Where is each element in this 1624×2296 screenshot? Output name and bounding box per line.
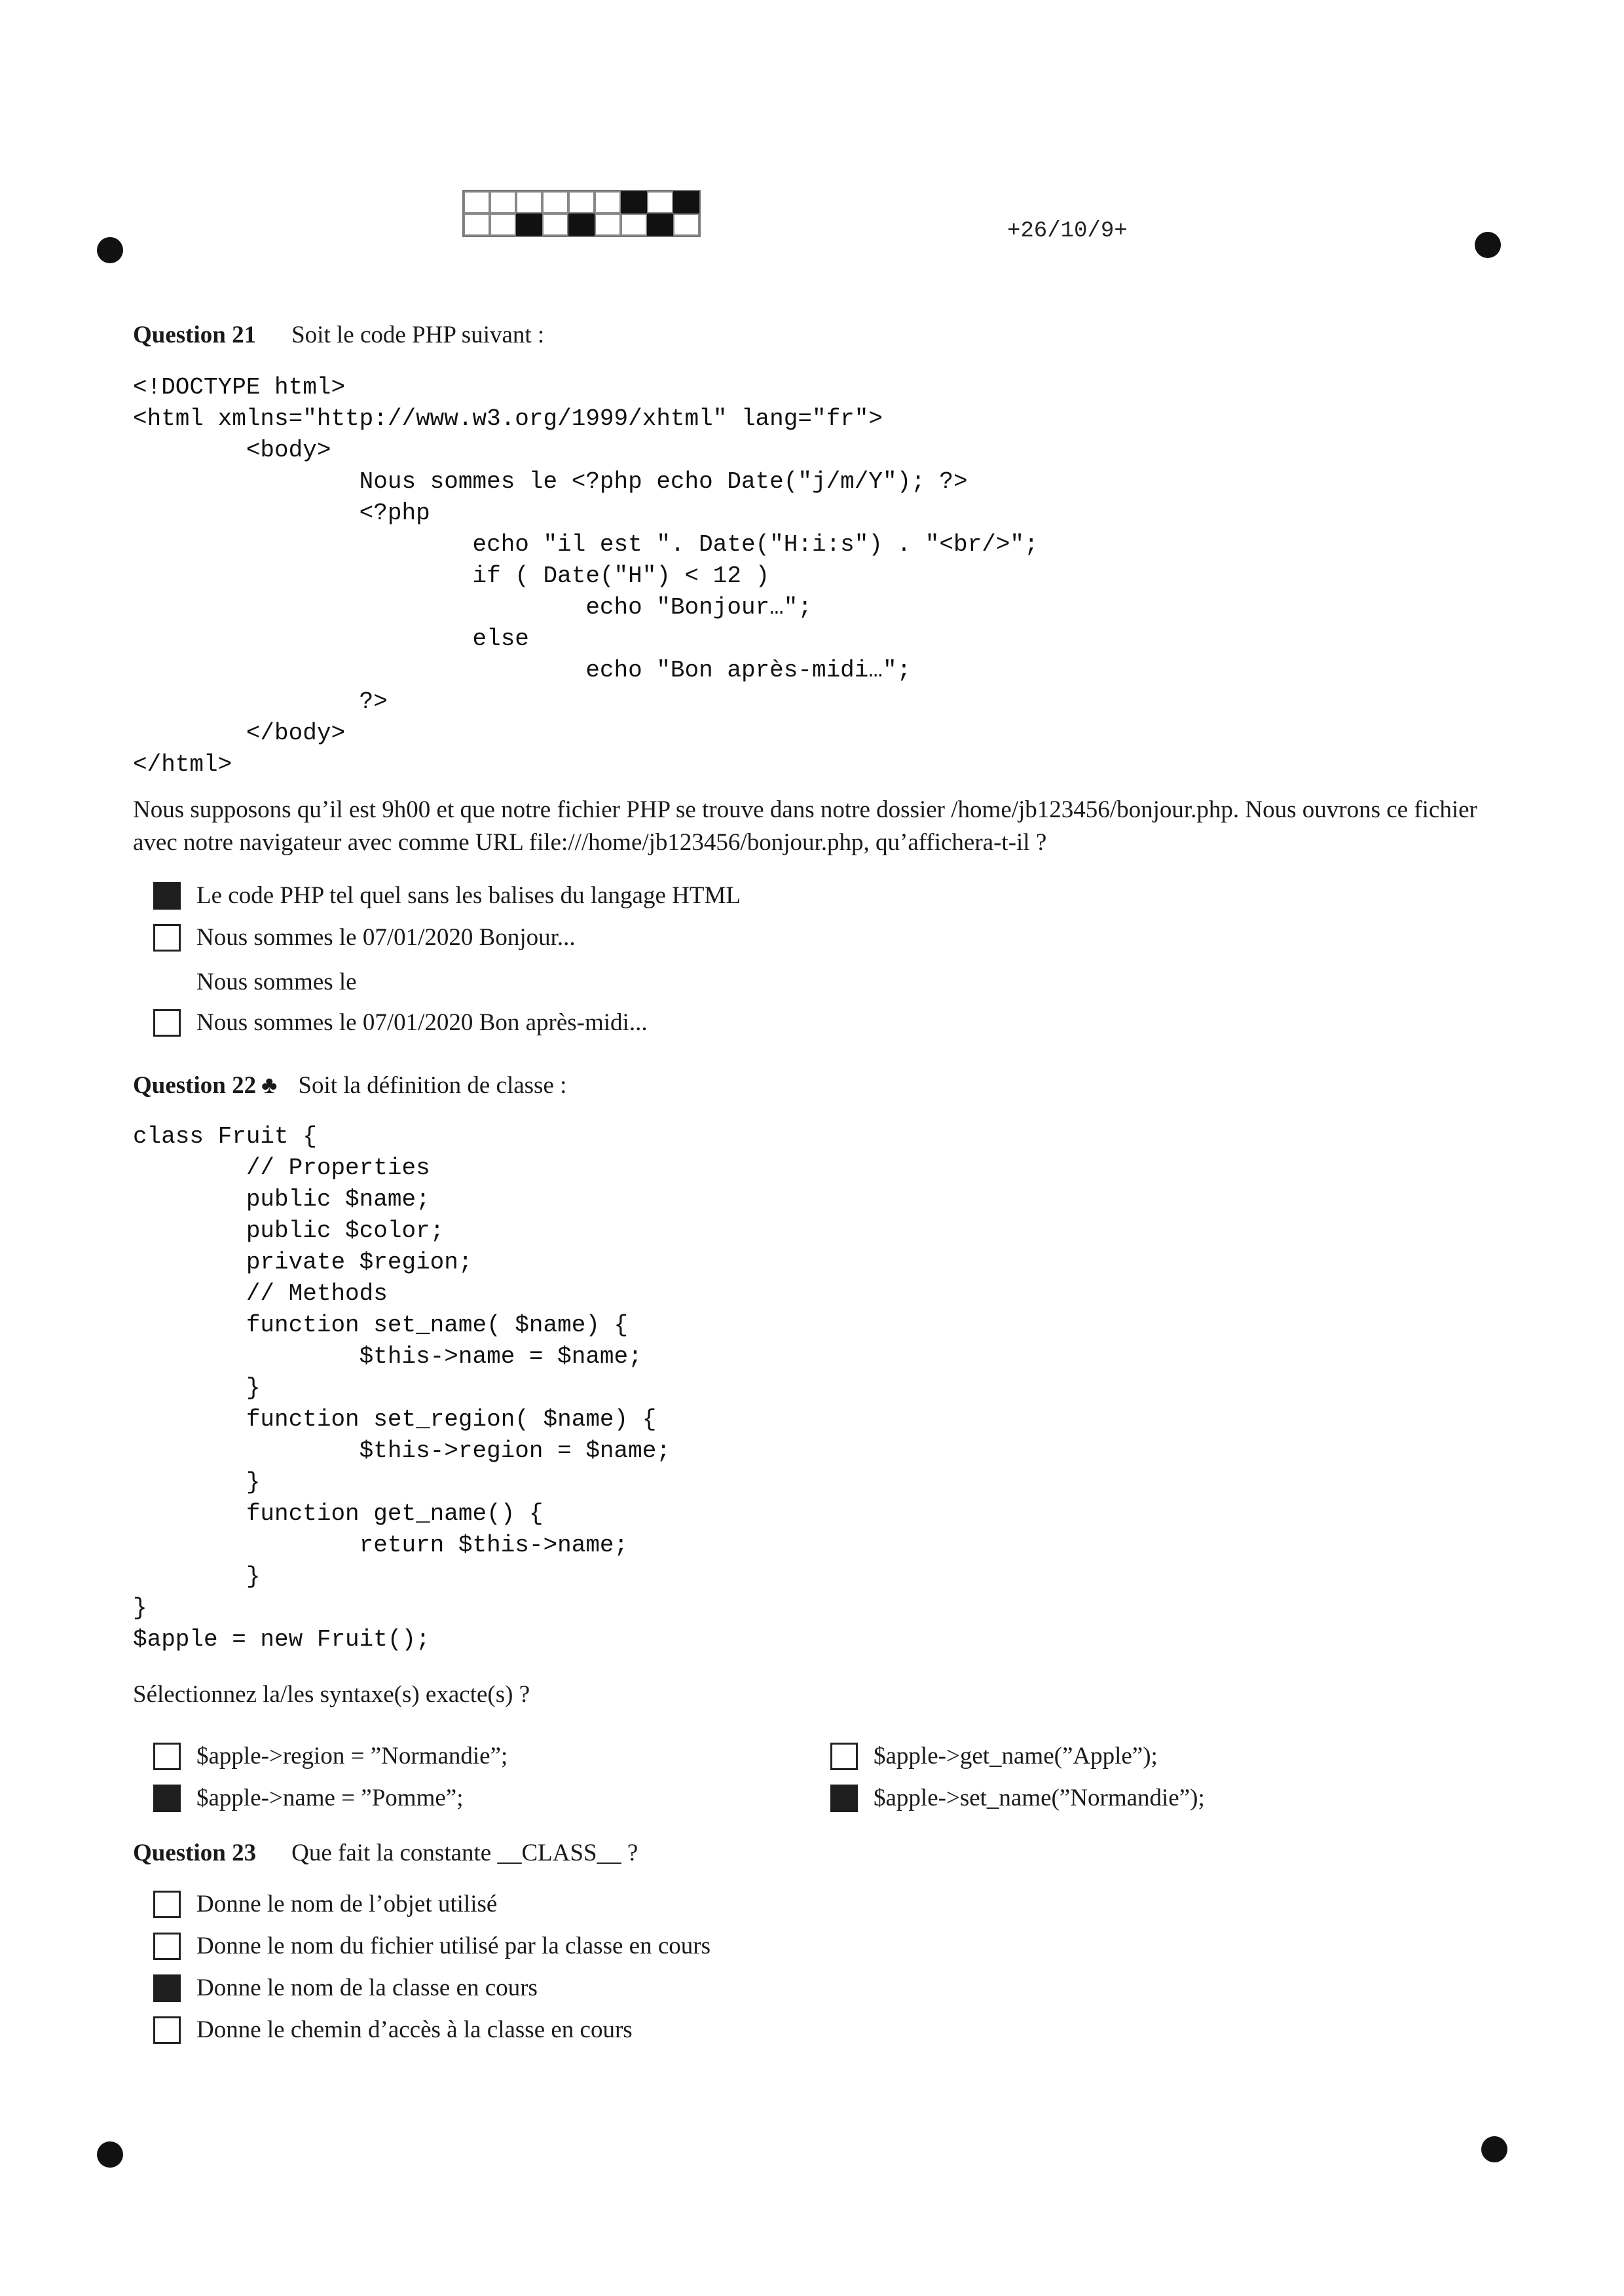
q23-option-3[interactable] [153,1974,538,2002]
id-grid-cell [490,213,516,236]
id-grid-cell [516,191,542,213]
registration-mark-top-right [1475,232,1501,258]
option-label: Donne le nom du fichier utilisé par la classe en cours [196,1933,710,1959]
id-grid-cell [673,191,699,213]
id-grid-cell [464,213,490,236]
option-label: Donne le nom de l’objet utilisé [196,1891,498,1917]
option-label: Nous sommes le 07/01/2020 Bon après-midi... [196,1009,648,1036]
registration-mark-bottom-left [97,2141,123,2168]
id-grid-cell [673,213,699,236]
q21-option-3[interactable] [153,1009,648,1037]
question-22-title [133,1071,566,1100]
q21-option-2[interactable] [153,923,576,952]
option-label: $apple->name = ”Pomme”; [196,1785,464,1811]
page-id-grid [462,190,701,237]
registration-mark-top-left [97,237,123,263]
question-23-title [133,1839,638,1867]
page-code: +26/10/9+ [1007,219,1128,244]
checkbox[interactable] [153,1933,181,1960]
q21-option-1[interactable] [153,881,741,910]
registration-mark-bottom-right [1481,2136,1507,2162]
option-label: $apple->set_name(”Normandie”); [874,1785,1205,1811]
id-grid-cell [464,191,490,213]
question-label: Question 22 [133,1072,257,1099]
checkbox[interactable] [153,882,181,910]
checkbox[interactable] [153,1785,181,1812]
id-grid-cell [647,191,673,213]
question-prompt: Soit le code PHP suivant : [291,322,545,348]
q22-option-2[interactable] [153,1784,464,1812]
option-label: Donne le nom de la classe en cours [196,1974,538,2001]
id-grid-cell [568,213,595,236]
option-label: $apple->get_name(”Apple”); [874,1743,1158,1769]
question-label: Question 21 [133,322,257,348]
question-label: Question 23 [133,1840,257,1866]
id-grid-cell [568,191,595,213]
q23-option-4[interactable] [153,2016,633,2044]
id-grid-cell [595,213,621,236]
option-label: Le code PHP tel quel sans les balises du langage HTML [196,882,741,909]
q22-option-3[interactable] [830,1742,1158,1770]
id-grid-cell [621,191,647,213]
q21-loose-text: Nous sommes le [196,969,357,995]
checkbox[interactable] [153,2016,181,2044]
q23-option-2[interactable] [153,1932,710,1960]
q23-option-1[interactable] [153,1890,497,1918]
option-label: Donne le chemin d’accès à la classe en cours [196,2016,633,2043]
id-grid-cell [542,191,568,213]
option-label: Nous sommes le 07/01/2020 Bonjour... [196,924,576,951]
id-grid-cell [516,213,542,236]
id-grid-cell [542,213,568,236]
checkbox[interactable] [153,1974,181,2002]
question-22-code: class Fruit { // Properties public $name; public $color; private $region; // Methods function set_name( $name) { $this->name = $name; } function set_region( $name) { $this->region = $name; } function get_name() { return $this->name; } } $apple = new Fruit(); [133,1123,671,1653]
option-label: $apple->region = ”Normandie”; [196,1743,508,1769]
id-grid-cell [595,191,621,213]
q22-option-1[interactable] [153,1742,507,1770]
checkbox[interactable] [153,1743,181,1770]
question-21-paragraph: Nous supposons qu’il est 9h00 et que notre fichier PHP se trouve dans notre dossier /home/jb123456/bonjour.php. Nous ouvrons ce fichier avec notre navigateur avec comme URL file:///home/jb123456/bonjour.php, qu’affichera-t-il ? [133,796,1477,856]
question-prompt: Soit la définition de classe : [298,1072,567,1099]
question-22-question: Sélectionnez la/les syntaxe(s) exacte(s) ? [133,1681,530,1708]
checkbox[interactable] [830,1785,858,1812]
q22-option-4[interactable] [830,1784,1205,1812]
club-icon: ♣ [261,1072,278,1099]
question-21-title [133,321,544,349]
checkbox[interactable] [830,1743,858,1770]
checkbox[interactable] [153,924,181,952]
question-21-code: <!DOCTYPE html> <html xmlns="http://www.w3.org/1999/xhtml" lang="fr"> <body> Nous sommes le <?php echo Date("j/m/Y"); ?> <?php echo "il est ". Date("H:i:s") . "<br/>"; if ( Date("H") < 12 ) echo "Bonjour…"; else echo "Bon après-midi…"; ?> </body> </html> [133,374,1039,778]
checkbox[interactable] [153,1891,181,1918]
id-grid-cell [647,213,673,236]
id-grid-cell [621,213,647,236]
id-grid-cell [490,191,516,213]
question-prompt: Que fait la constante __CLASS__ ? [291,1840,638,1866]
checkbox[interactable] [153,1009,181,1037]
